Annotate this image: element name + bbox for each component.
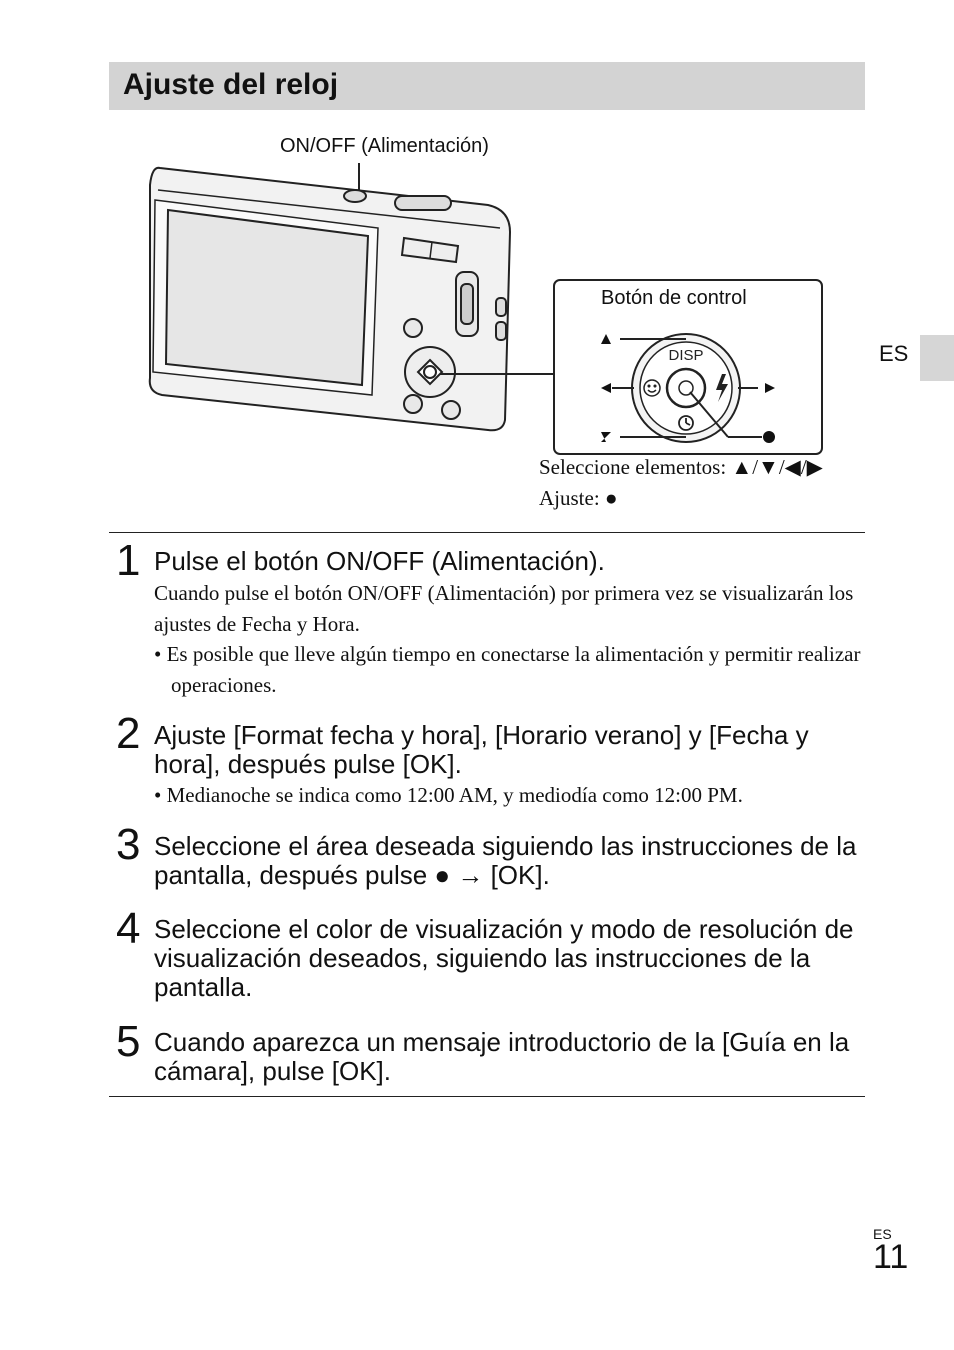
step-number: 5 xyxy=(116,1017,141,1066)
step-heading: Cuando aparezca un mensaje introductorio de la [Guía en la cámara], pulse [OK]. xyxy=(154,1027,850,1086)
step-heading: Ajuste [Format fecha y hora], [Horario verano] y [Fecha y hora], después pulse [OK]. xyxy=(154,720,809,779)
step-note: • Medianoche se indica como 12:00 AM, y mediodía como 12:00 PM. xyxy=(154,783,743,807)
steps-bottom-rule xyxy=(109,1096,865,1097)
set-instruction: Ajuste: ● xyxy=(539,486,618,510)
side-language-label: ES xyxy=(879,341,909,366)
page-language-label: ES xyxy=(873,1226,892,1242)
step-heading: Pulse el botón ON/OFF (Alimentación). xyxy=(154,546,605,576)
page-number: 11 xyxy=(873,1238,909,1276)
step-heading: Seleccione el área deseada siguiendo las instrucciones de la pantalla, después pulse ● → [OK]. xyxy=(154,831,857,890)
step-number: 4 xyxy=(116,904,141,953)
set-dot-icon xyxy=(763,431,775,443)
step-number: 1 xyxy=(116,536,141,585)
step-body: Cuando pulse el botón ON/OFF (Alimentación) por primera vez se visualizarán los ajustes de Fecha y Hora. xyxy=(154,581,854,636)
step-number: 2 xyxy=(116,709,141,758)
section-title: Ajuste del reloj xyxy=(123,68,339,101)
step-note: • Es posible que lleve algún tiempo en conectarse la alimentación y permitir realizar operaciones. xyxy=(154,642,861,697)
disp-label: DISP xyxy=(668,347,704,364)
control-button-label: Botón de control xyxy=(601,287,747,309)
select-items-instruction: Seleccione elementos: ▲/▼/◀/▶ xyxy=(539,455,823,479)
step-heading: Seleccione el color de visualización y modo de resolución de visualización deseados, siguiendo las instrucciones de la pantalla. xyxy=(154,914,854,1002)
camera-illustration xyxy=(0,0,954,530)
steps-top-rule xyxy=(109,532,865,533)
camera-body-drawing xyxy=(150,168,510,430)
step-number: 3 xyxy=(116,820,141,869)
power-button-label: ON/OFF (Alimentación) xyxy=(280,135,489,157)
